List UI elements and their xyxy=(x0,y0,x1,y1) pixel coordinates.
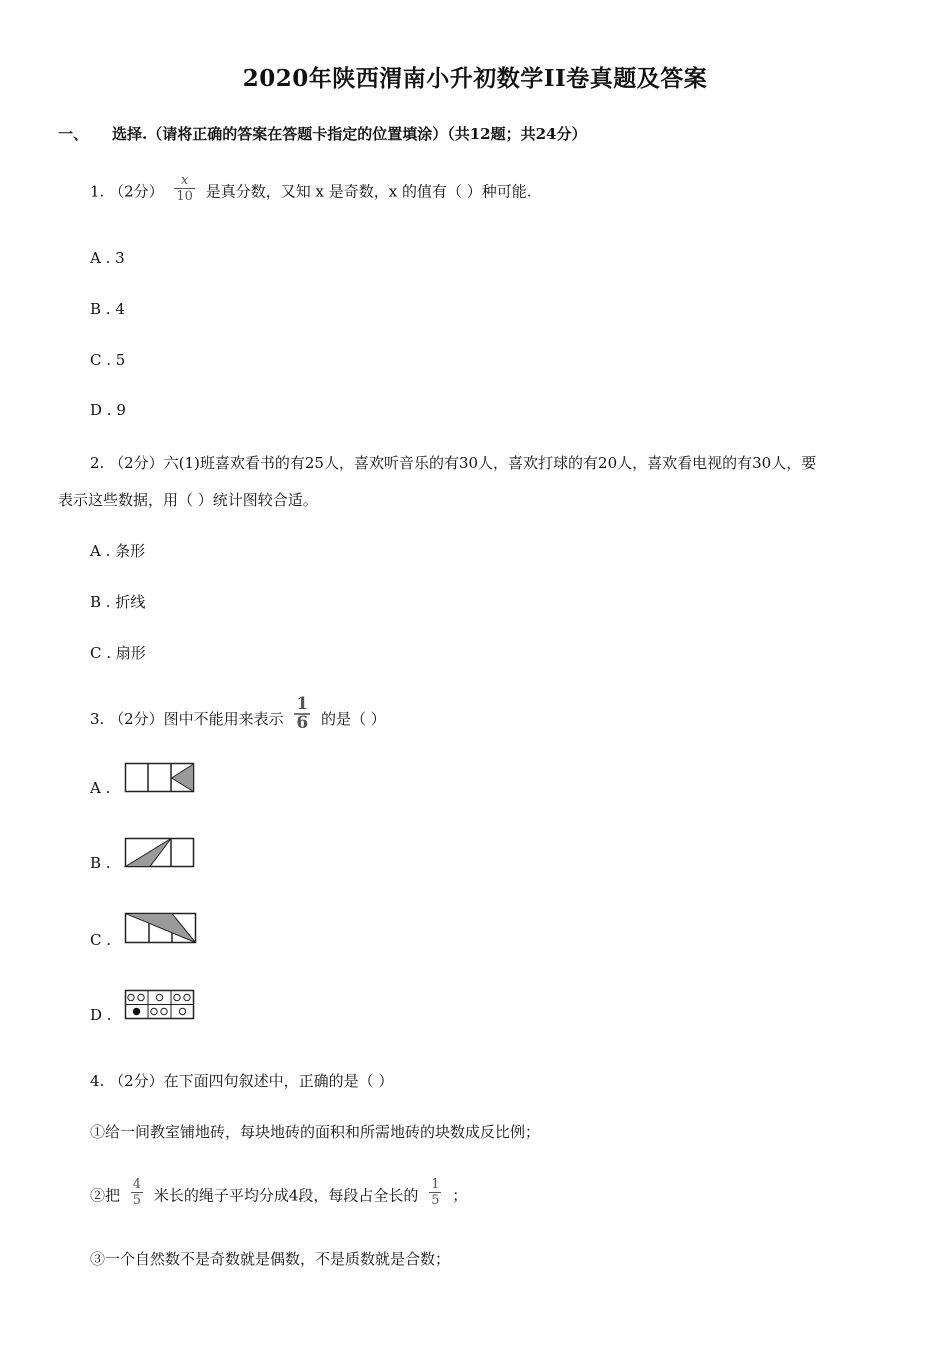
question-3 xyxy=(90,694,386,738)
q3-option-a[interactable]: A . xyxy=(90,779,111,797)
fraction-numerator: 1 xyxy=(296,694,309,714)
q1-option-c[interactable]: C . 5 xyxy=(90,351,126,369)
fraction-numerator: 1 xyxy=(431,1177,440,1192)
question-1-text: 是真分数，又知 x 是奇数，x 的值有（ ）种可能. xyxy=(205,182,532,201)
q3-option-b-figure[interactable] xyxy=(125,838,195,868)
q2-option-b[interactable]: B . 折线 xyxy=(90,593,146,611)
q2-option-a[interactable]: A . 条形 xyxy=(90,542,146,560)
page-title: 2020年陕西渭南小升初数学II卷真题及答案 xyxy=(242,65,708,92)
fraction-denominator: 10 xyxy=(176,189,193,204)
question-2-line-1: 2. （2分）六(1)班喜欢看书的有25人，喜欢听音乐的有30人，喜欢打球的有20人，喜欢看电视的有30人，要 xyxy=(90,454,817,472)
fraction-denominator: 5 xyxy=(132,1193,142,1208)
q4-statement-2-end: ； xyxy=(452,1186,468,1205)
fraction-denominator: 5 xyxy=(431,1193,440,1208)
q1-option-a[interactable]: A . 3 xyxy=(90,249,125,267)
q4-statement-2-pre: ②把 xyxy=(90,1186,121,1205)
q3-option-b[interactable]: B . xyxy=(90,854,111,872)
fraction-numerator: x xyxy=(181,173,189,188)
section-heading xyxy=(58,123,587,144)
q3-option-a-figure[interactable] xyxy=(125,763,195,793)
section-label: 选择.（请将正确的答案在答题卡指定的位置填涂）（共12题；共24分） xyxy=(112,125,587,143)
q1-option-b[interactable]: B . 4 xyxy=(90,300,125,318)
fraction-1-over-6 xyxy=(294,696,310,732)
q4-statement-1: ①给一间教室铺地砖，每块地砖的面积和所需地砖的块数成反比例； xyxy=(90,1123,541,1141)
q3-option-c-figure[interactable] xyxy=(125,913,197,945)
question-1-prefix: 1. （2分） xyxy=(90,182,164,201)
question-4: 4. （2分）在下面四句叙述中，正确的是（ ） xyxy=(90,1072,394,1090)
fraction-numerator: 4 xyxy=(132,1177,142,1192)
section-number: 一、 xyxy=(58,125,89,143)
question-3-prefix: 3. （2分）图中不能用来表示 xyxy=(90,710,284,728)
q3-option-d-figure[interactable] xyxy=(125,990,195,1020)
q1-option-d[interactable]: D . 9 xyxy=(90,401,126,419)
question-2-line-2: 表示这些数据，用（ ）统计图较合适。 xyxy=(58,491,318,509)
question-3-suffix: 的是（ ） xyxy=(321,710,386,728)
fraction-denominator: 6 xyxy=(296,713,309,733)
fraction-x-over-10 xyxy=(174,174,195,203)
q3-option-c[interactable]: C . xyxy=(90,931,112,949)
q4-statement-2-mid: 米长的绳子平均分成4段，每段占全长的 xyxy=(153,1186,419,1205)
q3-option-d[interactable]: D . xyxy=(90,1006,112,1024)
q2-option-c[interactable]: C . 扇形 xyxy=(90,644,146,662)
question-1 xyxy=(90,173,532,207)
fraction-1-over-5 xyxy=(429,1178,441,1207)
q4-statement-3: ③一个自然数不是奇数就是偶数，不是质数就是合数； xyxy=(90,1250,451,1268)
fraction-4-over-5 xyxy=(131,1178,143,1207)
q4-statement-2 xyxy=(90,1177,468,1211)
